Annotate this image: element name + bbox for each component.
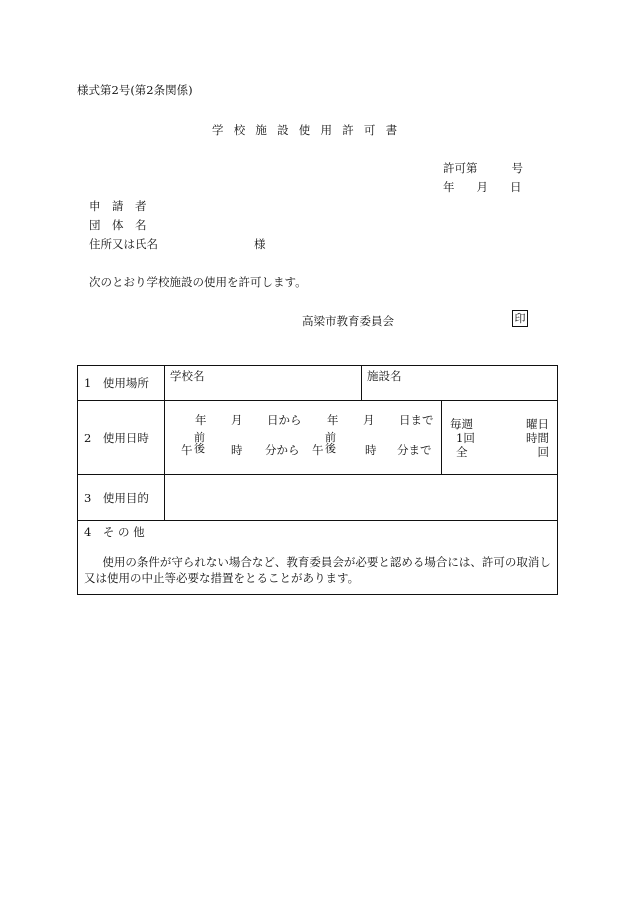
applicant-label: 申 請 者 — [89, 199, 147, 213]
end-minute: 分まで — [397, 442, 432, 457]
time-range-line — [165, 430, 441, 470]
document-title: 学校施設使用許可書 — [212, 123, 408, 137]
date-range-line — [165, 406, 441, 430]
row-datetime — [78, 401, 558, 475]
purpose-label: 3 使用目的 — [78, 475, 165, 521]
frequency-per-session — [450, 431, 549, 445]
weekly-label: 毎週 — [450, 416, 473, 431]
total-label: 全 — [456, 444, 468, 459]
per-session-label: 1回 — [456, 430, 475, 445]
permit-year: 年 — [443, 180, 455, 194]
start-month: 月 — [231, 412, 243, 427]
form-number: 様式第2号(第2条関係) — [77, 83, 193, 97]
end-year: 年 — [327, 412, 339, 427]
permit-month: 月 — [476, 180, 488, 194]
start-minute: 分から — [265, 442, 300, 457]
start-year: 年 — [195, 412, 207, 427]
weekday-label: 曜日 — [526, 416, 549, 431]
purpose-cell — [165, 475, 558, 521]
end-month: 月 — [363, 412, 375, 427]
start-am: 前 — [194, 430, 205, 444]
permit-day: 日 — [510, 180, 522, 194]
permit-number-suffix: 号 — [511, 161, 523, 175]
end-ampm — [325, 432, 336, 454]
start-day: 日から — [267, 412, 302, 427]
row-place — [78, 366, 558, 401]
permission-statement: 次のとおり学校施設の使用を許可します。 — [89, 275, 307, 289]
permit-table — [77, 365, 558, 595]
row-other — [78, 521, 558, 595]
other-label: 4 そ の 他 — [84, 525, 145, 539]
end-pm: 後 — [325, 441, 336, 455]
frequency-total — [450, 445, 549, 459]
start-ampm — [194, 432, 205, 454]
end-ampm-prefix: 午 — [312, 442, 324, 457]
start-ampm-prefix: 午 — [181, 442, 193, 457]
permit-date — [443, 179, 522, 195]
datetime-cell — [165, 401, 442, 475]
place-label: 1 使用場所 — [78, 366, 165, 401]
start-pm: 後 — [194, 441, 205, 455]
permit-number-prefix: 許可第 — [443, 161, 478, 175]
other-conditions-text: 使用の条件が守られない場合など、教育委員会が必要と認める場合には、許可の取消し又は使用の中止等必要な措置をとることがあります。 — [84, 555, 551, 585]
address-name-label: 住所又は氏名 — [89, 237, 158, 251]
end-day: 日まで — [399, 412, 434, 427]
hours-label: 時間 — [526, 430, 549, 445]
facility-name-label: 施設名 — [367, 369, 402, 383]
datetime-label: 2 使用日時 — [78, 401, 165, 475]
permit-number — [443, 160, 523, 176]
row-purpose — [78, 475, 558, 521]
start-hour: 時 — [231, 442, 243, 457]
seal-stamp: 印 — [512, 310, 528, 327]
times-label: 回 — [537, 444, 549, 459]
frequency-cell — [442, 401, 558, 475]
group-name-label: 団 体 名 — [89, 218, 147, 232]
end-hour: 時 — [365, 442, 377, 457]
honorific: 様 — [254, 237, 266, 251]
issuer-name: 高梁市教育委員会 — [302, 314, 394, 328]
school-name-cell — [165, 366, 362, 401]
other-cell — [78, 521, 558, 595]
frequency-weekly — [450, 417, 549, 431]
school-name-label: 学校名 — [170, 369, 205, 383]
end-am: 前 — [325, 430, 336, 444]
facility-name-cell — [362, 366, 558, 401]
